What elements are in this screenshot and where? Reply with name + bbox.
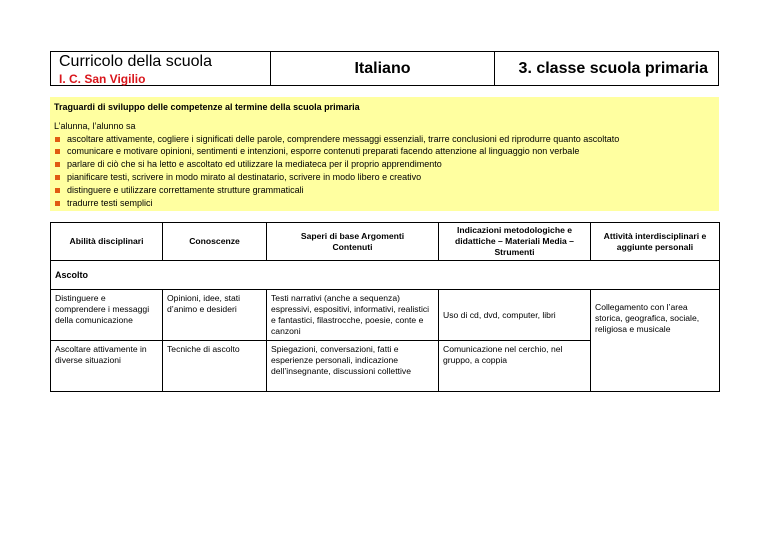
header-class-cell: [495, 52, 718, 85]
cell-conoscenze: Opinioni, idee, stati d’animo e desideri: [163, 290, 267, 341]
column-header-indicazioni: Indicazioni metodologiche e didattiche – Materiali Media – Strumenti: [439, 223, 591, 261]
column-header-abilita: Abilità disciplinari: [51, 223, 163, 261]
goal-item: pianificare testi, scrivere in modo mirato al destinatario, scrivere in modo libero e creativo: [54, 171, 715, 184]
goals-list: [54, 133, 715, 210]
competence-goals-box: [50, 97, 719, 211]
table-row: [51, 290, 720, 341]
cell-abilita: Distinguere e comprendere i messaggi della comunicazione: [51, 290, 163, 341]
cell-conoscenze: Tecniche di ascolto: [163, 341, 267, 392]
subject-title: Italiano: [354, 59, 411, 77]
header-subject-cell: [271, 52, 495, 85]
header-title-cell: [51, 52, 271, 85]
column-header-attivita: Attività interdisciplinari e aggiunte personali: [591, 223, 720, 261]
cell-abilita: Ascoltare attivamente in diverse situazioni: [51, 341, 163, 392]
curriculum-table: [50, 222, 720, 392]
goal-item: parlare di ciò che si ha letto e ascoltato ed utilizzare la mediateca per il proprio apprendimento: [54, 158, 715, 171]
goals-title: Traguardi di sviluppo delle competenze al termine della scuola primaria: [54, 102, 360, 112]
cell-saperi: Spiegazioni, conversazioni, fatti e esperienze personali, indicazione dell’insegnante, discussioni collettive: [267, 341, 439, 392]
section-row: [51, 261, 720, 290]
document-header: [50, 51, 719, 86]
column-header-conoscenze: Conoscenze: [163, 223, 267, 261]
section-title: Ascolto: [51, 261, 720, 290]
goals-intro: L’alunna, l’alunno sa: [54, 120, 136, 131]
goal-item: tradurre testi semplici: [54, 197, 715, 210]
cell-saperi: Testi narrativi (anche a sequenza) espressivi, espositivi, informativi, realistici e fantastici, filastrocche, poesie, conte e canzoni: [267, 290, 439, 341]
document-title: Curricolo della scuola: [59, 53, 212, 70]
column-header-saperi: Saperi di base Argomenti Contenuti: [267, 223, 439, 261]
goal-item: ascoltare attivamente, cogliere i significati delle parole, comprendere messaggi essenziali, trarre conclusioni ed riprodurre quanto ascoltato: [54, 133, 715, 146]
cell-attivita: Collegamento con l’area storica, geografica, sociale, religiosa e musicale: [591, 290, 720, 392]
table-header-row: [51, 223, 720, 261]
goal-item: comunicare e motivare opinioni, sentimenti e intenzioni, esporre contenuti preparati facendo attenzione al linguaggio non verbale: [54, 145, 715, 158]
school-name: I. C. San Vigilio: [59, 72, 146, 86]
cell-indicazioni: Comunicazione nel cerchio, nel gruppo, a coppia: [439, 341, 591, 392]
goal-item: distinguere e utilizzare correttamente strutture grammaticali: [54, 184, 715, 197]
class-label: 3. classe scuola primaria: [518, 59, 708, 77]
cell-indicazioni: Uso di cd, dvd, computer, libri: [439, 290, 591, 341]
